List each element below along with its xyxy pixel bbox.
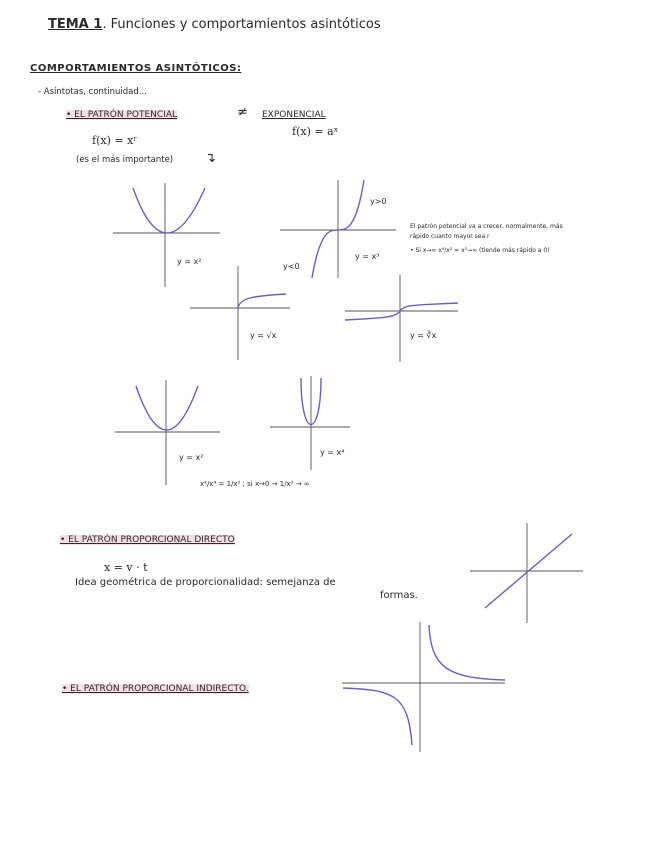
intro-line: - Asíntotas, continuidad... [38,87,147,97]
formula-potencial: f(x) = xʳ [92,134,138,147]
graph-directo [470,523,583,623]
exponencial-heading: EXPONENCIAL [262,110,326,120]
directo-formula: x = v · t [104,561,148,574]
title-prefix: TEMA 1 [48,17,103,32]
label-parabola-2: y = x² [179,453,204,462]
patron-potencial-heading: • EL PATRÓN POTENCIAL [66,110,178,120]
title-rest: . Funciones y comportamientos asintóticos [102,17,381,32]
formula-exponencial: f(x) = aˣ [292,125,339,138]
label-sqrt: y = √x [250,331,277,340]
label-cbrt: y = ∛x [410,331,437,340]
indirecto-heading: • EL PATRÓN PROPORCIONAL INDIRECTO. [62,684,249,694]
label-cubic-neg: y<0 [283,262,300,271]
neq-symbol: ≠ [237,105,248,120]
side-note-line2: rápido cuanto mayor sea r [410,233,490,240]
graph-sqrt [190,266,290,360]
label-parabola: y = x² [177,257,202,266]
label-cubic: y = x³ [355,252,380,261]
side-note-line1: El patrón potencial va a crecer, normalmente, más [410,223,563,230]
ratio-note: x²/x⁴ = 1/x² ; si x→0 → 1/x² → ∞ [200,480,310,488]
directo-idea-line2: formas. [380,590,418,601]
label-cubic-pos: y>0 [370,197,387,206]
graph-inverso [342,622,505,752]
label-quartic: y = x⁴ [320,448,345,457]
importance-note: (es el más importante) [76,155,174,165]
graph-parabola [113,183,220,287]
graph-parabola-2 [115,380,220,485]
side-note-line3: • Si x→∞ x⁴/x² = x²→∞ (tiende más rápido a 0) [410,247,550,254]
section-heading: COMPORTAMIENTOS ASINTÓTICOS: [30,63,242,74]
graph-cbrt [345,275,458,362]
directo-idea-line1: Idea geométrica de proporcionalidad: semejanza de [75,577,336,588]
graph-quartic [270,376,350,470]
graph-cubic [280,180,396,278]
arrow-icon: ↴ [205,151,216,166]
directo-heading: • EL PATRÓN PROPORCIONAL DIRECTO [60,535,235,545]
